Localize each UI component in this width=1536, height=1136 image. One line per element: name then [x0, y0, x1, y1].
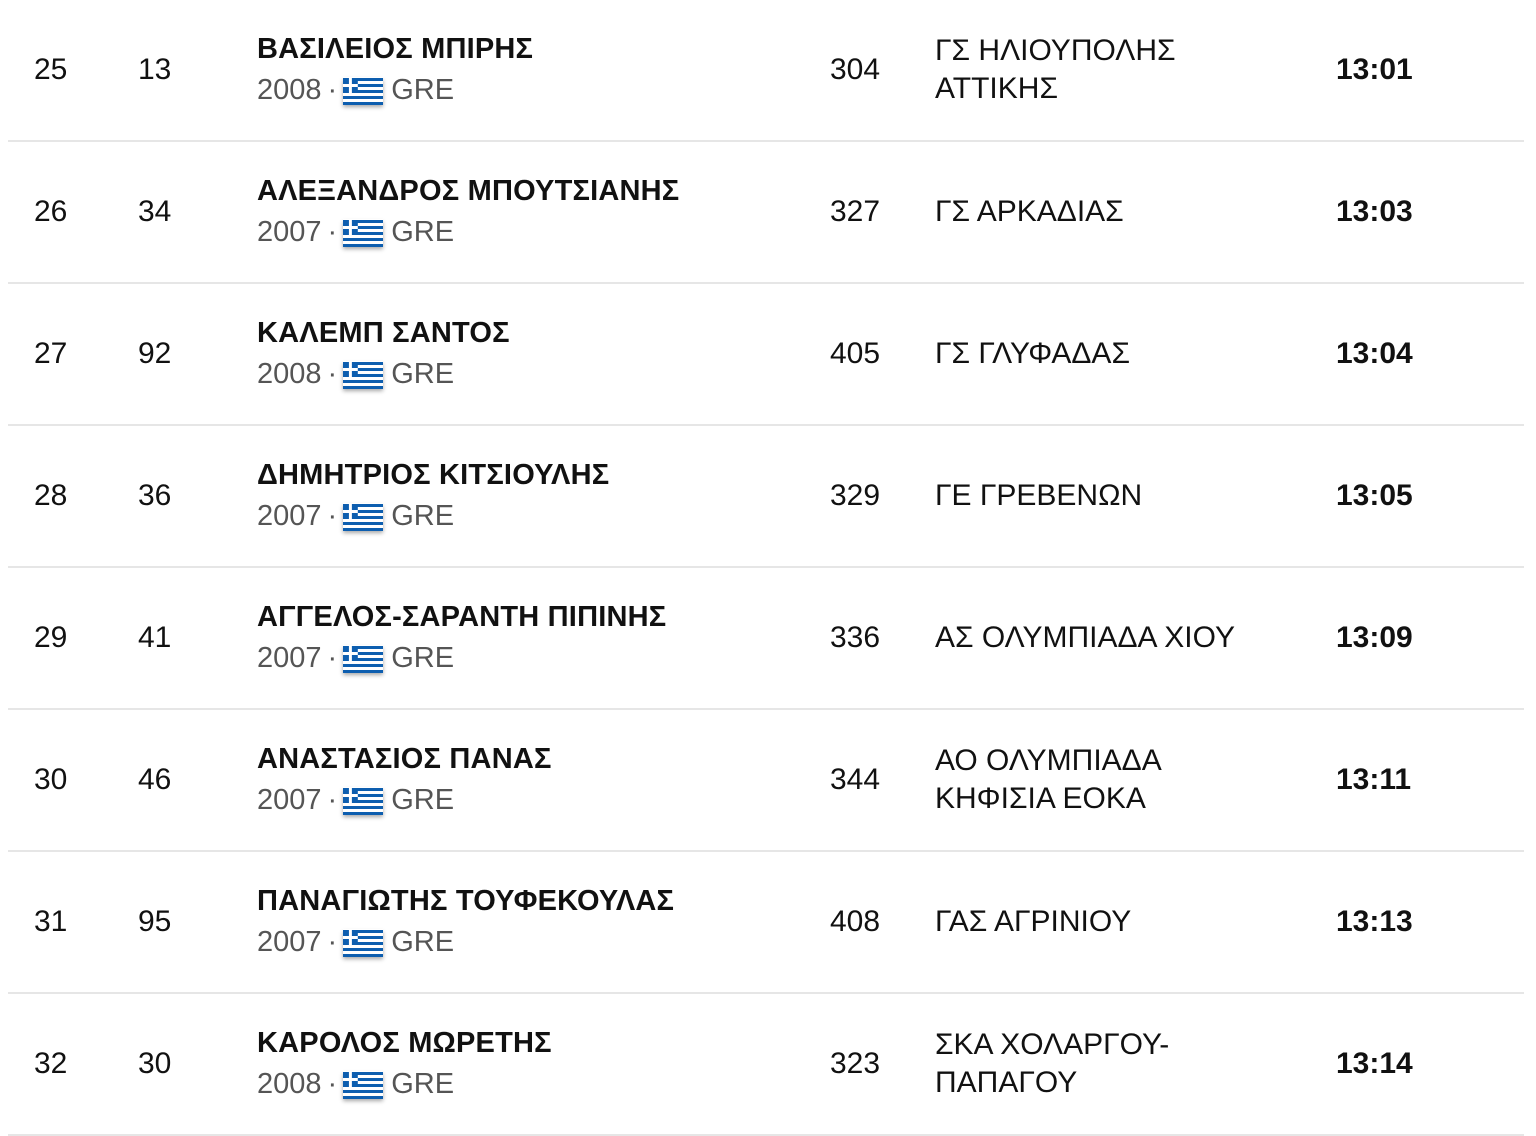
athlete-meta [257, 213, 454, 251]
bib-number: 329 [830, 479, 881, 512]
country-code: GRE [391, 358, 455, 390]
athlete-cell [257, 142, 679, 282]
club-name: ΓΕ ΓΡΕΒΕΝΩΝ [935, 479, 1143, 512]
club-name: ΓΣ ΑΡΚΑΔΙΑΣ [935, 195, 1124, 228]
birth-year: 2008 [257, 358, 322, 390]
position: 30 [34, 763, 68, 796]
meta-separator: · [327, 642, 338, 674]
club-name: ΓΣ ΗΛΙΟΥΠΟΛΗΣ ΑΤΤΙΚΗΣ [935, 34, 1176, 105]
table-row[interactable] [8, 284, 1524, 426]
athlete-meta [257, 781, 454, 819]
greece-flag-icon [343, 1071, 383, 1098]
greece-flag-icon [343, 219, 383, 246]
rank: 30 [138, 1047, 172, 1080]
rank: 41 [138, 621, 172, 654]
country-code: GRE [391, 500, 455, 532]
bib-number: 405 [830, 337, 881, 370]
table-row[interactable] [8, 568, 1524, 710]
table-row[interactable] [8, 852, 1524, 994]
greece-flag-icon [343, 503, 383, 530]
country-code: GRE [391, 926, 455, 958]
rank: 34 [138, 195, 172, 228]
meta-separator: · [327, 500, 338, 532]
bib-number: 327 [830, 195, 881, 228]
club-name: ΓΑΣ ΑΓΡΙΝΙΟΥ [935, 905, 1132, 938]
birth-year: 2007 [257, 216, 322, 248]
country-code: GRE [391, 216, 455, 248]
athlete-meta [257, 1065, 454, 1103]
greece-flag-icon [343, 645, 383, 672]
country-code: GRE [391, 74, 455, 106]
rank: 92 [138, 337, 172, 370]
athlete-name[interactable]: ΚΑΡΟΛΟΣ ΜΩΡΕΤΗΣ [257, 1027, 552, 1059]
rank: 95 [138, 905, 172, 938]
athlete-meta [257, 71, 454, 109]
meta-separator: · [327, 784, 338, 816]
rank: 13 [138, 53, 172, 86]
birth-year: 2007 [257, 642, 322, 674]
table-row[interactable] [8, 710, 1524, 852]
table-row[interactable] [8, 426, 1524, 568]
athlete-meta [257, 497, 454, 535]
greece-flag-icon [343, 77, 383, 104]
finish-time: 13:04 [1336, 337, 1413, 370]
birth-year: 2008 [257, 1068, 322, 1100]
athlete-name[interactable]: ΑΓΓΕΛΟΣ-ΣΑΡΑΝΤΗ ΠΙΠΙΝΗΣ [257, 601, 667, 633]
meta-separator: · [327, 926, 338, 958]
finish-time: 13:13 [1336, 905, 1413, 938]
position: 27 [34, 337, 68, 370]
finish-time: 13:09 [1336, 621, 1413, 654]
position: 31 [34, 905, 68, 938]
bib-number: 323 [830, 1047, 881, 1080]
position: 28 [34, 479, 68, 512]
club-name: ΣΚΑ ΧΟΛΑΡΓΟΥ-ΠΑΠΑΓΟΥ [935, 1028, 1170, 1099]
table-row[interactable] [8, 994, 1524, 1136]
athlete-cell [257, 426, 609, 566]
athlete-meta [257, 639, 454, 677]
birth-year: 2007 [257, 784, 322, 816]
greece-flag-icon [343, 361, 383, 388]
country-code: GRE [391, 1068, 455, 1100]
finish-time: 13:11 [1336, 763, 1412, 796]
position: 32 [34, 1047, 68, 1080]
athlete-cell [257, 0, 533, 140]
athlete-cell [257, 852, 674, 992]
bib-number: 344 [830, 763, 881, 796]
bib-number: 304 [830, 53, 881, 86]
greece-flag-icon [343, 787, 383, 814]
athlete-cell [257, 568, 666, 708]
athlete-cell [257, 284, 510, 424]
meta-separator: · [327, 1068, 338, 1100]
table-row[interactable] [8, 142, 1524, 284]
club-name: ΑΣ ΟΛΥΜΠΙΑΔΑ ΧΙΟΥ [935, 621, 1235, 654]
finish-time: 13:03 [1336, 195, 1413, 228]
bib-number: 408 [830, 905, 881, 938]
meta-separator: · [327, 358, 338, 390]
greece-flag-icon [343, 929, 383, 956]
athlete-meta [257, 923, 454, 961]
birth-year: 2007 [257, 500, 322, 532]
finish-time: 13:01 [1336, 53, 1413, 86]
finish-time: 13:05 [1336, 479, 1413, 512]
athlete-name[interactable]: ΒΑΣΙΛΕΙΟΣ ΜΠΙΡΗΣ [257, 33, 534, 65]
position: 29 [34, 621, 68, 654]
bib-number: 336 [830, 621, 881, 654]
club-name: ΑΟ ΟΛΥΜΠΙΑΔΑ ΚΗΦΙΣΙΑ ΕΟΚΑ [935, 744, 1161, 815]
athlete-name[interactable]: ΠΑΝΑΓΙΩΤΗΣ ΤΟΥΦΕΚΟΥΛΑΣ [257, 885, 675, 917]
club-name: ΓΣ ΓΛΥΦΑΔΑΣ [935, 337, 1130, 370]
country-code: GRE [391, 784, 455, 816]
rank: 36 [138, 479, 172, 512]
athlete-meta [257, 355, 454, 393]
birth-year: 2008 [257, 74, 322, 106]
athlete-cell [257, 710, 552, 850]
athlete-name[interactable]: ΚΑΛΕΜΠ ΣΑΝΤΟΣ [257, 317, 510, 349]
rank: 46 [138, 763, 172, 796]
table-row[interactable] [8, 0, 1524, 142]
athlete-name[interactable]: ΑΝΑΣΤΑΣΙΟΣ ΠΑΝΑΣ [257, 743, 552, 775]
athlete-cell [257, 994, 552, 1134]
meta-separator: · [327, 74, 338, 106]
position: 26 [34, 195, 68, 228]
finish-time: 13:14 [1336, 1047, 1413, 1080]
country-code: GRE [391, 642, 455, 674]
meta-separator: · [327, 216, 338, 248]
athlete-name[interactable]: ΑΛΕΞΑΝΔΡΟΣ ΜΠΟΥΤΣΙΑΝΗΣ [257, 175, 680, 207]
position: 25 [34, 53, 68, 86]
athlete-name[interactable]: ΔΗΜΗΤΡΙΟΣ ΚΙΤΣΙΟΥΛΗΣ [257, 459, 610, 491]
birth-year: 2007 [257, 926, 322, 958]
